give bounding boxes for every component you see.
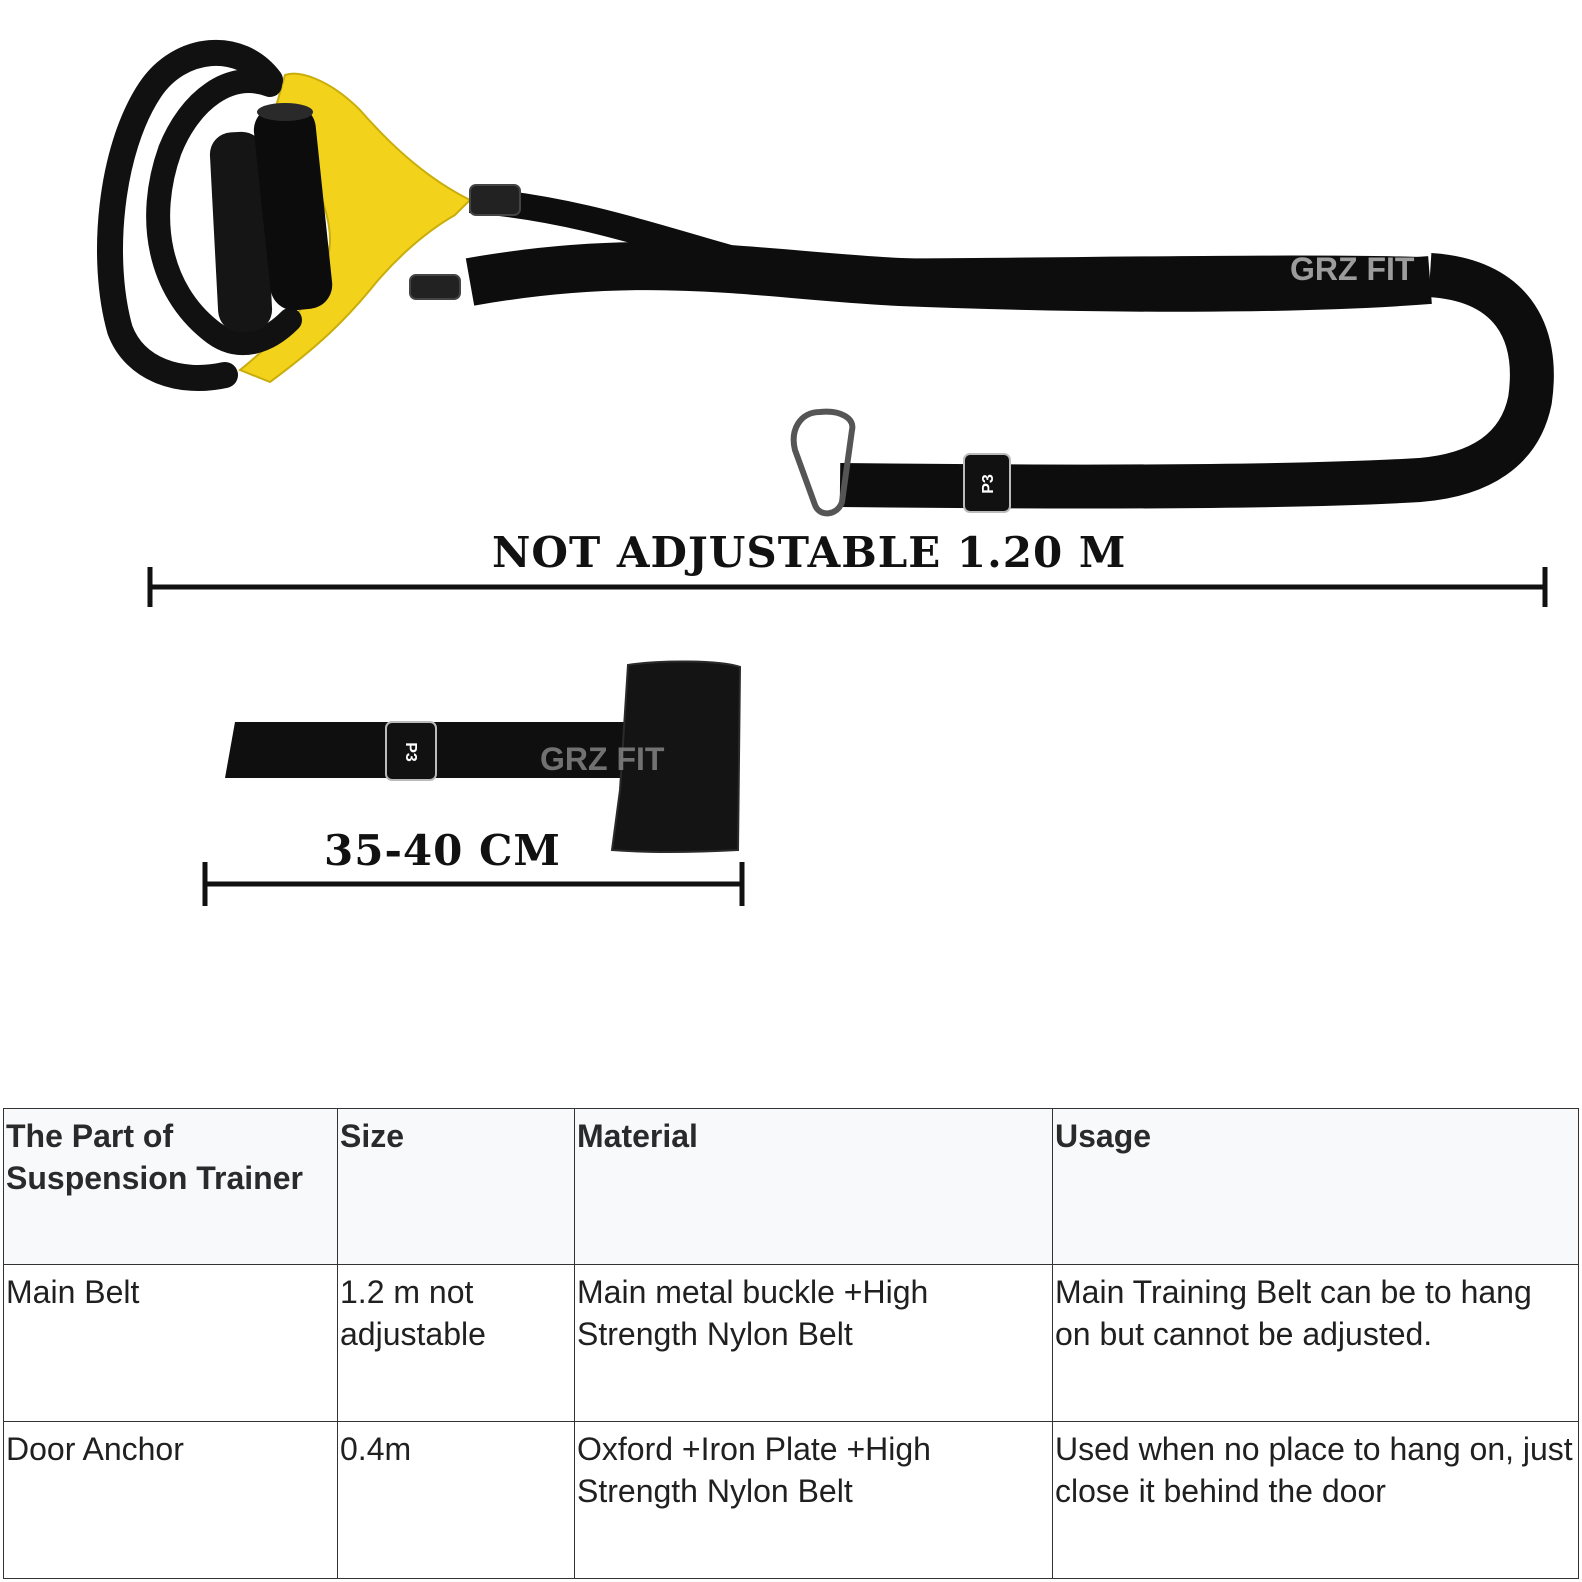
main-strap [470, 200, 1532, 487]
header-material: Material [575, 1109, 1053, 1265]
svg-text:GRZ FIT: GRZ FIT [540, 741, 665, 777]
long-dimension-label: NOT ADJUSTABLE 1.20 M [492, 528, 1127, 577]
header-part: The Part of Suspension Trainer [4, 1109, 338, 1265]
brand-tag [964, 454, 1010, 512]
watermark: GRZ FIT [1290, 251, 1415, 287]
header-usage: Usage [1053, 1109, 1579, 1265]
cell-part: Door Anchor [4, 1422, 338, 1579]
table-row [4, 1265, 1579, 1422]
cell-material: Oxford +Iron Plate +High Strength Nylon Belt [575, 1422, 1053, 1579]
cell-size: 1.2 m not adjustable [338, 1265, 575, 1422]
carabiner-icon [794, 412, 853, 514]
header-size: Size [338, 1109, 575, 1265]
foam-handles [209, 102, 335, 333]
table-row [4, 1422, 1579, 1579]
cell-usage: Main Training Belt can be to hang on but cannot be adjusted. [1053, 1265, 1579, 1422]
svg-text:P3: P3 [402, 742, 419, 762]
cell-usage: Used when no place to hang on, just close it behind the door [1053, 1422, 1579, 1579]
svg-text:P3: P3 [980, 474, 997, 494]
door-anchor [225, 661, 740, 851]
cell-size: 0.4m [338, 1422, 575, 1579]
short-dimension-label: 35-40 CM [324, 826, 561, 875]
cell-material: Main metal buckle +High Strength Nylon Belt [575, 1265, 1053, 1422]
spec-table [3, 1108, 1579, 1579]
table-header-row [4, 1109, 1579, 1265]
cell-part: Main Belt [4, 1265, 338, 1422]
